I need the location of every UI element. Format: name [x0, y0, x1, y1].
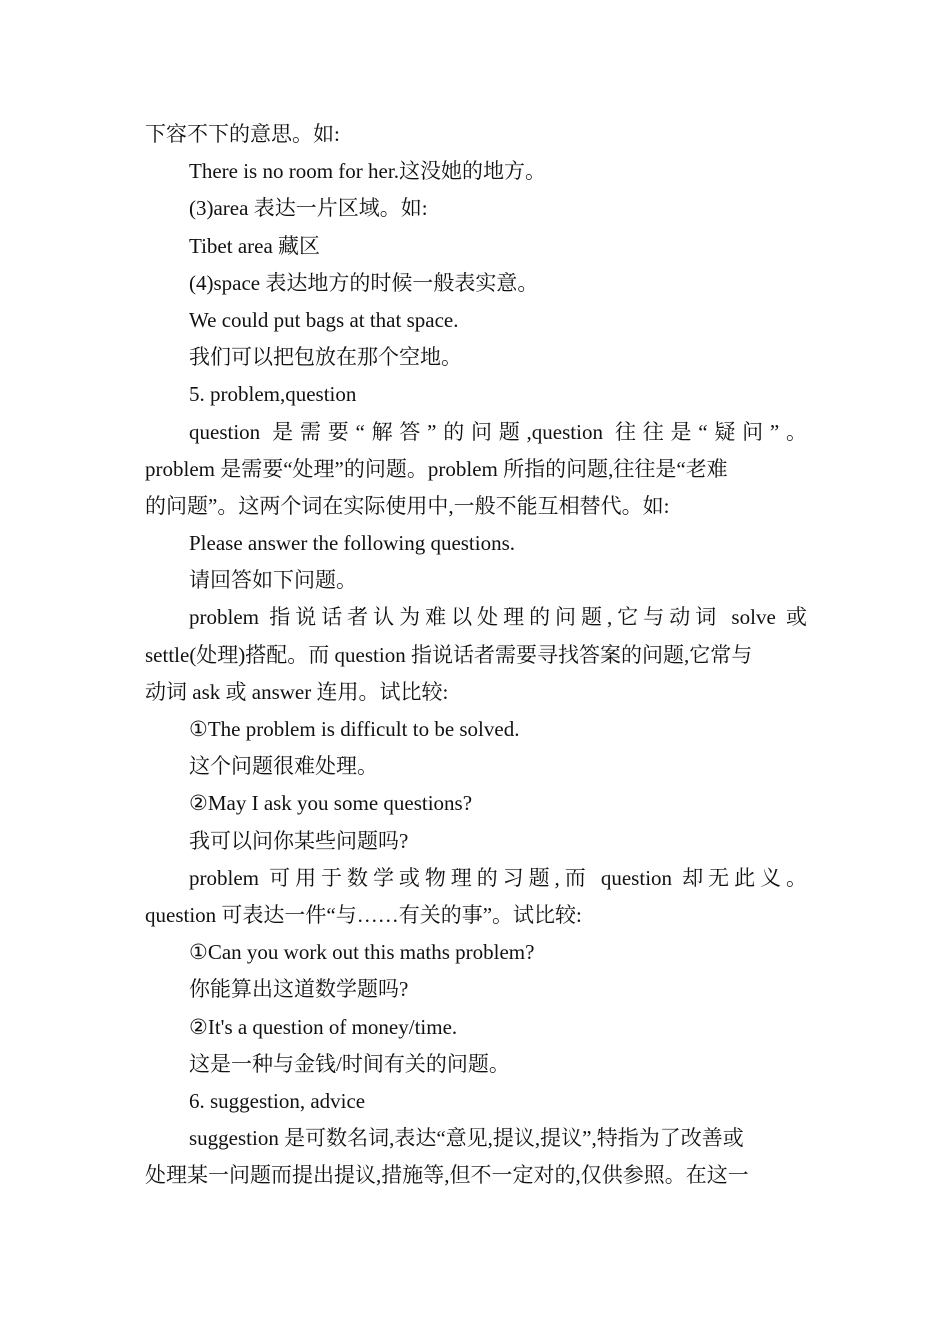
paragraph-line: problem 可用于数学或物理的习题,而 question 却无此义。	[189, 865, 807, 890]
document-body	[145, 116, 807, 1194]
text-line: 下容不下的意思。如:	[145, 122, 340, 146]
subsection-heading: (3)area 表达一片区域。如:	[189, 196, 428, 221]
section-heading: 5. problem,question	[189, 382, 357, 407]
example-translation: 我可以问你某些问题吗?	[189, 828, 409, 853]
paragraph-line: 处理某一问题而提出提议,措施等,但不一定对的,仅供参照。在这一	[145, 1163, 749, 1188]
example-translation: 这是一种与金钱/时间有关的问题。	[189, 1051, 510, 1076]
example-sentence: Tibet area 藏区	[189, 233, 321, 258]
paragraph-line: suggestion 是可数名词,表达“意见,提议,提议”,特指为了改善或	[189, 1126, 744, 1151]
example-translation: 请回答如下问题。	[189, 568, 357, 593]
example-translation: 你能算出这道数学题吗?	[189, 977, 409, 1002]
example-sentence: ①The problem is difficult to be solved.	[189, 717, 520, 741]
paragraph-line: problem 是需要“处理”的问题。problem 所指的问题,往往是“老难	[145, 456, 728, 481]
paragraph-line: 动词 ask 或 answer 连用。试比较:	[145, 679, 449, 704]
paragraph-line: problem 指说话者认为难以处理的问题,它与动词 solve 或	[189, 605, 807, 630]
example-sentence: There is no room for her.这没她的地方。	[189, 159, 546, 184]
section-heading: 6. suggestion, advice	[189, 1088, 366, 1113]
example-translation: 这个问题很难处理。	[189, 754, 378, 779]
example-sentence: ①Can you work out this maths problem?	[189, 940, 535, 965]
example-sentence: We could put bags at that space.	[189, 307, 459, 332]
paragraph-line: question 是需要“解答”的问题,question 往往是“疑问”。	[189, 419, 807, 444]
paragraph-line: question 可表达一件“与……有关的事”。试比较:	[145, 902, 582, 927]
example-translation: 我们可以把包放在那个空地。	[189, 345, 462, 370]
paragraph-line: 的问题”。这两个词在实际使用中,一般不能互相替代。如:	[145, 493, 670, 518]
example-sentence: ②May I ask you some questions?	[189, 791, 473, 816]
example-sentence: ②It's a question of money/time.	[189, 1014, 458, 1039]
subsection-heading: (4)space 表达地方的时候一般表实意。	[189, 270, 539, 295]
example-sentence: Please answer the following questions.	[189, 531, 516, 556]
paragraph-line: settle(处理)搭配。而 question 指说话者需要寻找答案的问题,它常与	[145, 642, 753, 667]
